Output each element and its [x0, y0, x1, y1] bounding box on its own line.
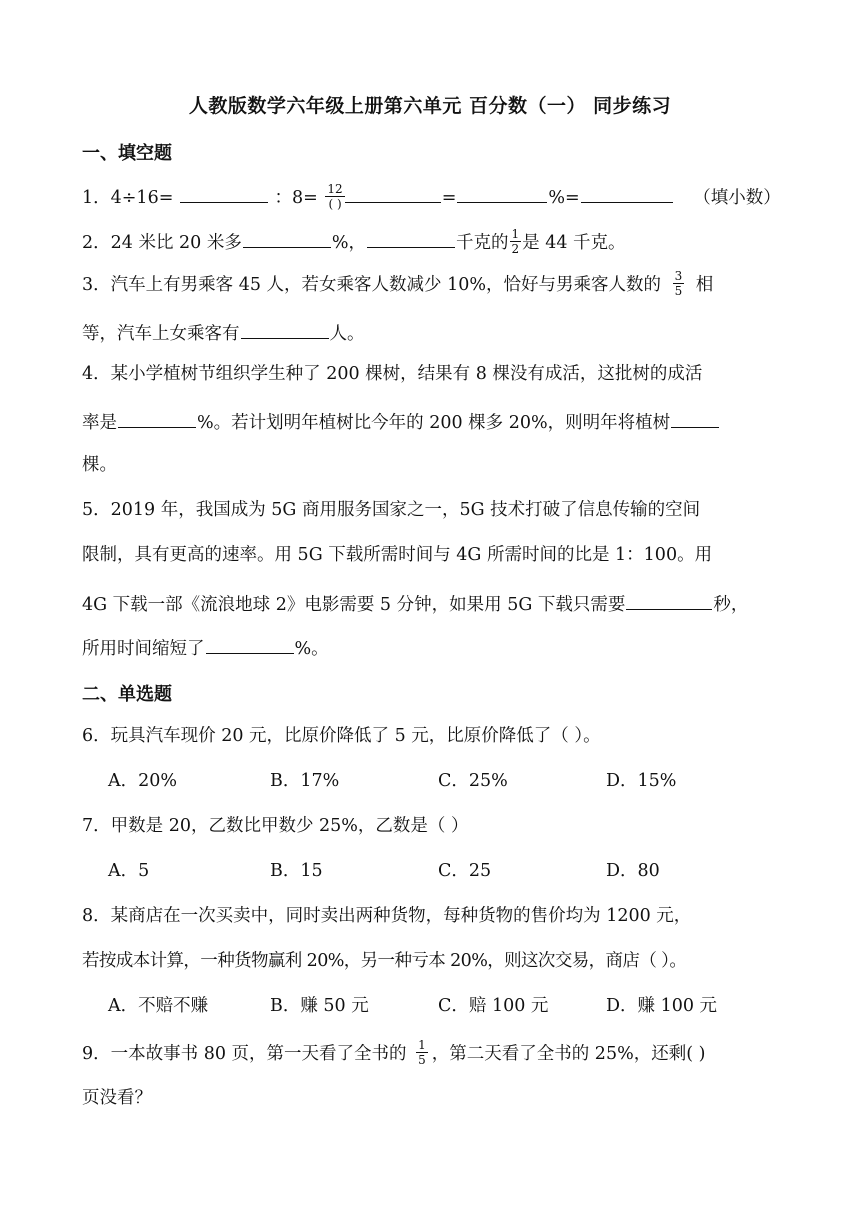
section-heading-fill: 一、填空题 — [82, 143, 172, 164]
q3-blank[interactable] — [241, 318, 329, 339]
q7-option-b[interactable]: B．15 — [270, 861, 323, 881]
q1-blank-3[interactable] — [457, 182, 547, 203]
q2-text-d: 是 44 千克。 — [522, 233, 626, 253]
question-5-line-3 — [82, 589, 748, 618]
q3-text-b: 相 — [695, 275, 714, 295]
question-8-stem-line-2: 若按成本计算，一种货物赢利 20%，另一种亏本 20%，则这次交易，商店（ ）。 — [82, 951, 687, 971]
q4-text-b: 率是 — [82, 413, 117, 433]
q3-fraction-numerator: 3 — [674, 269, 683, 283]
q1-text-a: 1．4÷16= — [82, 188, 174, 208]
q9-fraction-numerator: 1 — [418, 1038, 426, 1052]
q3-text-c: 等，汽车上女乘客有 — [82, 324, 240, 344]
q7-option-d[interactable]: D．80 — [606, 861, 660, 881]
question-2 — [82, 227, 626, 258]
q7-option-c[interactable]: C．25 — [438, 861, 492, 881]
q4-text-c: %。若计划明年植树比今年的 200 棵多 20%，则明年将植树 — [197, 413, 671, 433]
q1-blank-1[interactable] — [180, 182, 268, 203]
q3-text-a: 3．汽车上有男乘客 45 人，若女乘客人数减少 10%，恰好与男乘客人数的 — [82, 275, 661, 295]
section-heading-choice: 二、单选题 — [82, 684, 172, 705]
q1-fraction-numerator: 12 — [327, 182, 343, 196]
question-9-line-1 — [82, 1040, 705, 1069]
q1-fraction-denominator: ( ) — [328, 197, 342, 211]
q4-text-a: 4．某小学植树节组织学生种了 200 棵树，结果有 8 棵没有成活，这批树的成活 — [82, 364, 703, 384]
question-4-line-1 — [82, 361, 702, 387]
q2-blank-1[interactable] — [243, 227, 331, 248]
q9-fraction-denominator: 5 — [418, 1053, 426, 1067]
question-4-line-3 — [82, 452, 117, 478]
q2-text-a: 2．24 米比 20 米多 — [82, 233, 242, 253]
question-3-line-1 — [82, 271, 713, 300]
q3-text-d: 人。 — [329, 324, 365, 344]
page-title: 人教版数学六年级上册第六单元 百分数（一） 同步练习 — [188, 95, 672, 117]
q6-option-b[interactable]: B．17% — [270, 771, 340, 791]
q2-fraction-denominator: 2 — [511, 242, 520, 256]
q9-text-a: 9．一本故事书 80 页，第一天看了全书的 — [82, 1044, 407, 1064]
question-5-line-2 — [82, 542, 712, 568]
q5-text-e: 所用时间缩短了 — [82, 639, 205, 659]
q1-fraction — [325, 182, 344, 211]
q3-fraction — [673, 269, 685, 298]
q5-text-d: 秒， — [713, 595, 749, 615]
q5-blank-1[interactable] — [626, 589, 712, 610]
q2-fraction-numerator: 1 — [511, 227, 520, 241]
q6-option-c[interactable]: C．25% — [438, 771, 508, 791]
q9-fraction — [416, 1038, 428, 1067]
q5-text-b: 限制，具有更高的速率。用 5G 下载所需时间与 4G 所需时间的比是 1：100。用 — [82, 545, 713, 565]
q1-text-b: ：8= — [274, 188, 318, 208]
q8-option-d[interactable]: D．赚 100 元 — [606, 996, 718, 1016]
q6-option-d[interactable]: D．15% — [606, 771, 677, 791]
q4-blank-1[interactable] — [118, 407, 196, 428]
q7-option-a[interactable]: A．5 — [108, 861, 150, 881]
q9-text-b: ，第二天看了全书的 25%，还剩( ) — [431, 1044, 706, 1064]
q2-fraction — [510, 227, 522, 256]
q1-blank-2[interactable] — [345, 182, 441, 203]
q4-text-d: 棵。 — [82, 455, 117, 475]
question-5-line-4 — [82, 633, 329, 662]
q8-option-a[interactable]: A．不赔不赚 — [108, 996, 209, 1016]
question-5-line-1 — [82, 497, 700, 523]
q1-text-e: （填小数） — [693, 188, 781, 208]
question-9-line-2: 页没看？ — [82, 1088, 152, 1108]
q5-text-c: 4G 下载一部《流浪地球 2》电影需要 5 分钟，如果用 5G 下载只需要 — [82, 595, 626, 615]
q2-blank-2[interactable] — [367, 227, 455, 248]
question-8-stem-line-1: 8．某商店在一次买卖中，同时卖出两种货物，每种货物的售价均为 1200 元， — [82, 906, 692, 926]
q1-blank-4[interactable] — [581, 182, 673, 203]
q8-option-b[interactable]: B．赚 50 元 — [270, 996, 369, 1016]
question-3-line-2 — [82, 318, 365, 347]
question-4-line-2 — [82, 407, 720, 436]
q1-text-d: %= — [548, 188, 580, 208]
q5-blank-2[interactable] — [206, 633, 294, 654]
question-6-stem: 6．玩具汽车现价 20 元，比原价降低了 5 元，比原价降低了（ ）。 — [82, 726, 601, 746]
question-1 — [82, 182, 781, 213]
q2-text-c: 千克的 — [456, 233, 509, 253]
q2-text-b: %， — [331, 233, 366, 253]
q6-option-a[interactable]: A．20% — [108, 771, 178, 791]
q3-fraction-denominator: 5 — [674, 284, 683, 298]
q1-text-c: = — [441, 188, 457, 208]
q5-text-a: 5．2019 年，我国成为 5G 商用服务国家之一，5G 技术打破了信息传输的空间 — [82, 500, 701, 520]
q4-blank-2[interactable] — [671, 407, 719, 428]
q5-text-f: %。 — [294, 639, 329, 659]
q8-option-c[interactable]: C．赔 100 元 — [438, 996, 549, 1016]
question-7-stem: 7．甲数是 20，乙数比甲数少 25%，乙数是（ ） — [82, 816, 469, 836]
